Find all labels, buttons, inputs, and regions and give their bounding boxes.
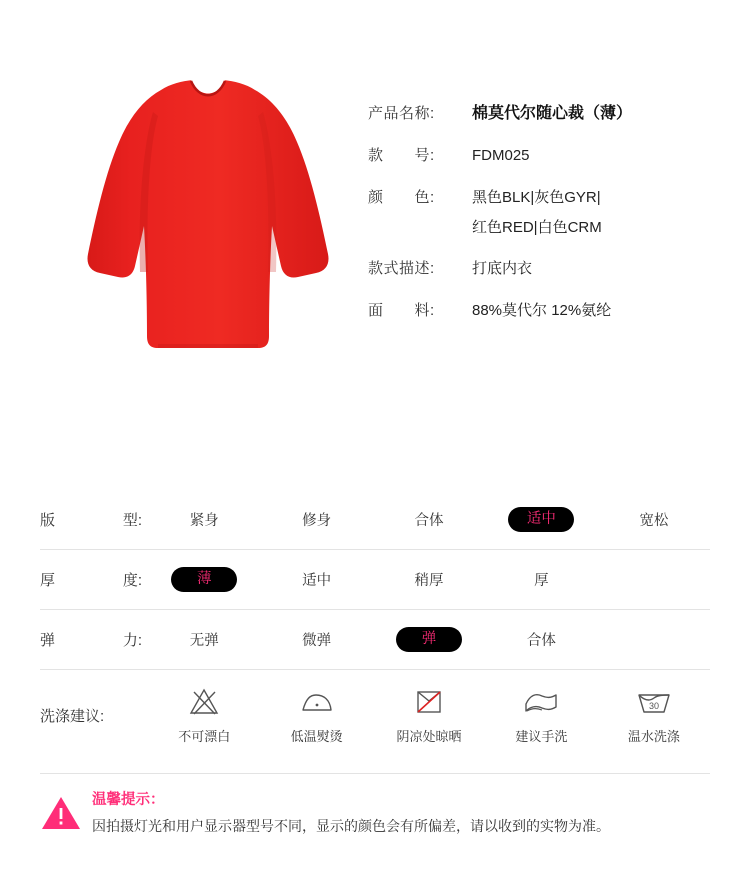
spec-value-model: FDM025 xyxy=(472,147,530,164)
washing-label: 洗涤建议: xyxy=(40,707,105,725)
option-elasticity-3[interactable]: 合体 xyxy=(526,633,556,649)
washing-item-hand-wash xyxy=(485,685,597,745)
washing-caption-dry-in-shade: 阴凉处晾晒 xyxy=(396,729,462,744)
spec-row-fabric xyxy=(368,299,728,320)
notice-block xyxy=(40,788,720,837)
option-thickness-0-pill: 薄 xyxy=(171,567,237,593)
washing-caption-no-bleach: 不可漂白 xyxy=(178,729,231,744)
attribute-options-elasticity xyxy=(148,627,710,653)
attribute-label-elasticity-right: 力: xyxy=(122,632,142,649)
notice-text xyxy=(86,788,610,837)
spec-label-style: 款式描述: xyxy=(368,260,435,277)
notice-body: 因拍摄灯光和用户显示器型号不同，显示的颜色会有所偏差，请以收到的实物为准。 xyxy=(92,818,610,834)
option-fit-2[interactable]: 合体 xyxy=(414,513,444,529)
product-image-red-top xyxy=(58,72,358,372)
attribute-label-elasticity xyxy=(40,629,148,650)
option-fit-3[interactable] xyxy=(485,507,597,533)
option-fit-4[interactable]: 宽松 xyxy=(639,513,669,529)
spec-label-color: 颜 色: xyxy=(368,189,435,206)
spec-value-name: 棉莫代尔随心裁（薄） xyxy=(472,105,633,122)
attribute-label-fit-left: 版 xyxy=(40,512,56,529)
washing-caption-low-temp-iron: 低温熨烫 xyxy=(290,729,343,744)
option-fit-1[interactable]: 修身 xyxy=(302,513,332,529)
dry-in-shade-icon xyxy=(373,685,485,719)
option-elasticity-1[interactable]: 微弹 xyxy=(302,633,332,649)
spec-row-name xyxy=(368,100,728,123)
washing-item-no-bleach xyxy=(148,685,260,745)
washing-caption-hand-wash: 建议手洗 xyxy=(515,729,568,744)
notice-title: 温馨提示： xyxy=(92,792,165,808)
attribute-label-fit xyxy=(40,509,148,530)
washing-instructions-row xyxy=(40,670,710,760)
spec-value-color: 黑色BLK|灰色GYR| xyxy=(472,189,601,206)
option-fit-0[interactable]: 紧身 xyxy=(189,513,219,529)
spec-row-color xyxy=(368,186,728,207)
option-elasticity-2[interactable] xyxy=(373,627,485,653)
attribute-row-fit xyxy=(40,490,710,550)
attribute-row-thickness xyxy=(40,550,710,610)
spec-label-fabric: 面 料: xyxy=(368,302,435,319)
attribute-label-thickness-left: 厚 xyxy=(40,572,56,589)
washing-item-dry-in-shade xyxy=(373,685,485,745)
svg-text:30: 30 xyxy=(648,701,659,711)
attribute-label-thickness xyxy=(40,569,148,590)
spec-row-style xyxy=(368,257,728,278)
option-elasticity-0[interactable]: 无弹 xyxy=(189,633,219,649)
attribute-label-fit-right: 型: xyxy=(122,512,142,529)
no-bleach-icon xyxy=(148,685,260,719)
washing-item-low-temp-iron xyxy=(260,685,372,745)
option-thickness-1[interactable]: 适中 xyxy=(302,573,332,589)
warning-triangle-icon xyxy=(40,794,86,837)
option-thickness-0[interactable] xyxy=(148,567,260,593)
option-elasticity-2-pill: 弹 xyxy=(396,627,462,653)
attribute-label-thickness-right: 度: xyxy=(122,572,142,589)
warm-water-wash-icon xyxy=(598,685,710,719)
hand-wash-icon xyxy=(485,685,597,719)
option-thickness-3[interactable]: 厚 xyxy=(534,573,549,589)
option-fit-3-pill: 适中 xyxy=(508,507,574,533)
attribute-table xyxy=(40,490,710,760)
spec-value-style: 打底内衣 xyxy=(472,260,533,277)
spec-label-model: 款 号: xyxy=(368,147,435,164)
washing-item-warm-water-wash xyxy=(598,685,710,745)
attribute-options-fit xyxy=(148,507,710,533)
attribute-row-elasticity xyxy=(40,610,710,670)
spec-value-fabric: 88%莫代尔 12%氨纶 xyxy=(472,302,612,319)
spec-label-name: 产品名称: xyxy=(368,105,435,122)
attribute-label-elasticity-left: 弹 xyxy=(40,632,56,649)
washing-icon-list xyxy=(148,685,710,745)
washing-caption-warm-water-wash: 温水洗涤 xyxy=(627,729,680,744)
spec-row-model xyxy=(368,144,728,165)
attribute-options-thickness xyxy=(148,567,710,593)
spec-value-color-line2: 红色RED|白色CRM xyxy=(472,219,602,236)
option-thickness-2[interactable]: 稍厚 xyxy=(414,573,444,589)
product-spec-list xyxy=(368,100,728,341)
notice-divider xyxy=(40,773,710,774)
low-temp-iron-icon xyxy=(260,685,372,719)
